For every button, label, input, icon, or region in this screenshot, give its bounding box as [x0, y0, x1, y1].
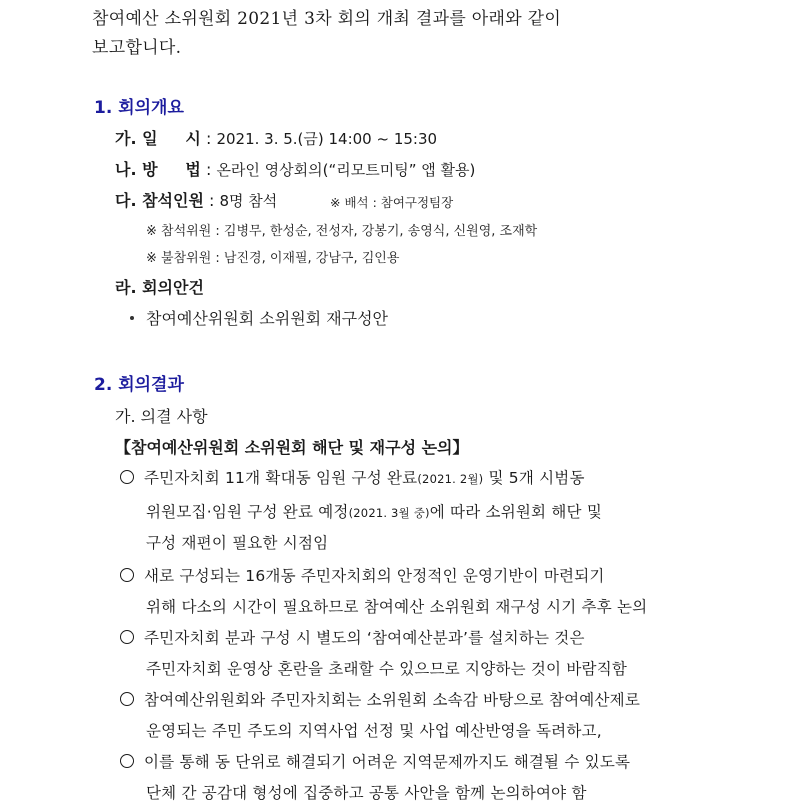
item-label: 나. 방 법 [115, 160, 201, 179]
item-datetime: 가. 일 시 : 2021. 3. 5.(금) 14:00 ~ 15:30 [115, 129, 438, 148]
item-method: 나. 방 법 : 온라인 영상회의(“리모트미팅” 앱 활용) [115, 160, 476, 179]
bullet-dot-icon [130, 316, 134, 320]
item-label: 가. 일 시 [115, 129, 201, 148]
bullet-2: 새로 구성되는 16개동 주민자치회의 안정적인 운영기반이 마련되기 [120, 564, 605, 586]
circle-bullet-icon [120, 568, 134, 582]
item-value: 온라인 영상회의(“리모트미팅” 앱 활용) [216, 161, 476, 179]
section-2-title: 2. 회의결과 [94, 375, 184, 395]
circle-bullet-icon [120, 754, 134, 768]
bullet-1-line-3: 구성 재편이 필요한 시점임 [146, 534, 329, 552]
bullet-1: 주민자치회 11개 확대동 임원 구성 완료(2021. 2월) 및 5개 시범동 [120, 466, 585, 488]
topic-heading: 【참여예산위원회 소위원회 해단 및 재구성 논의】 [115, 438, 469, 457]
resolution-label: 가. 의결 사항 [115, 407, 208, 426]
bullet-4-line-2: 운영되는 주민 주도의 지역사업 선정 및 사업 예산반영을 독려하고, [146, 722, 602, 740]
bullet-1-line-2: 위원모집·임원 구성 완료 예정(2021. 3월 중)에 따라 소위원회 해단 및 [146, 503, 602, 521]
attendance-note: ※ 배석 : 참여구정팀장 [330, 195, 454, 210]
item-value: 2021. 3. 5.(금) 14:00 ~ 15:30 [216, 130, 438, 148]
absentees-list: ※ 불참위원 : 남진경, 이재필, 강남구, 김인용 [146, 251, 400, 266]
circle-bullet-icon [120, 692, 134, 706]
item-value: 8명 참석 [219, 192, 278, 210]
bullet-4: 참여예산위원회와 주민자치회는 소위원회 소속감 바탕으로 참여예산제로 [120, 688, 640, 710]
agenda-label: 라. 회의안건 [115, 278, 204, 297]
bullet-5: 이를 통해 동 단위로 해결되기 어려운 지역문제까지도 해결될 수 있도록 [120, 750, 630, 772]
bullet-3: 주민자치회 분과 구성 시 별도의 ‘참여예산분과’를 설치하는 것은 [120, 626, 585, 648]
section-1-title: 1. 회의개요 [94, 98, 184, 118]
circle-bullet-icon [120, 470, 134, 484]
intro-line-2: 보고합니다. [92, 38, 182, 58]
agenda-item: 참여예산위원회 소위원회 재구성안 [130, 306, 388, 329]
bullet-3-line-2: 주민자치회 운영상 혼란을 초래할 수 있으므로 지양하는 것이 바람직함 [146, 660, 628, 678]
intro-line-1: 참여예산 소위원회 2021년 3차 회의 개최 결과를 아래와 같이 [92, 9, 562, 29]
item-attendance: 다. 참석인원 : 8명 참석 [115, 191, 278, 210]
circle-bullet-icon [120, 630, 134, 644]
item-label: 다. 참석인원 [115, 191, 204, 210]
bullet-5-line-2: 단체 간 공감대 형성에 집중하고 공통 사안을 함께 논의하여야 함 [146, 784, 587, 802]
attendees-list: ※ 참석위원 : 김병무, 한성순, 전성자, 강봉기, 송영식, 신원영, 조재학 [146, 224, 538, 239]
bullet-2-line-2: 위해 다소의 시간이 필요하므로 참여예산 소위원회 재구성 시기 추후 논의 [146, 598, 648, 616]
